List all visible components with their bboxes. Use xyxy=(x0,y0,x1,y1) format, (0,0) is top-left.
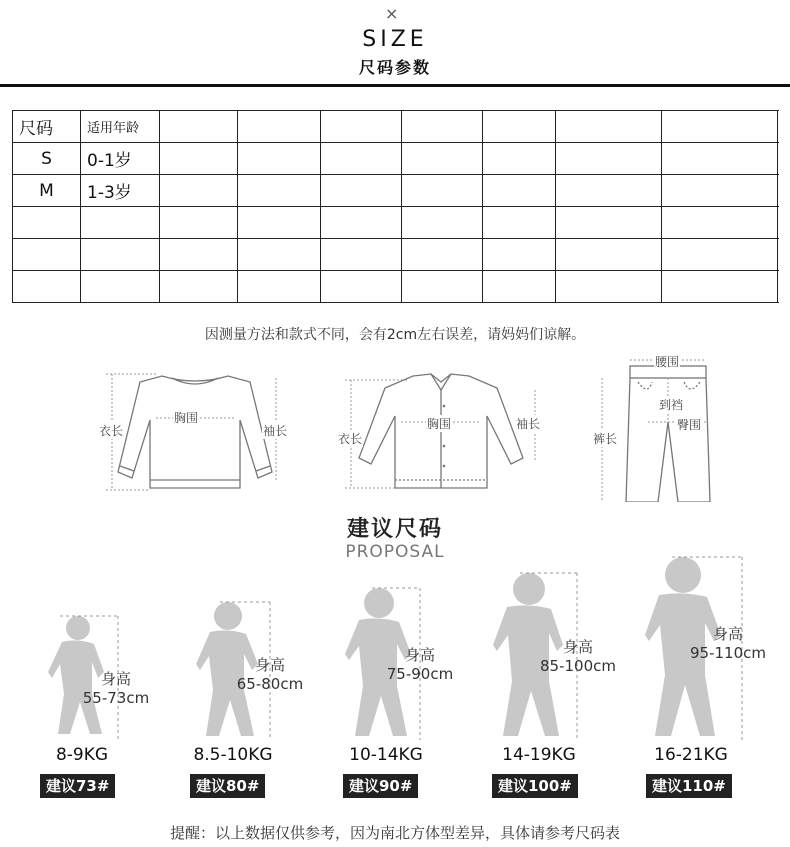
shirt-sleeve-label: 袖长 xyxy=(516,417,541,431)
shirt-diagram xyxy=(335,360,545,500)
suggest-badge-5: 建议110# xyxy=(646,774,732,798)
table-cell xyxy=(556,271,662,303)
sweater-sleeve-label: 袖长 xyxy=(263,424,288,438)
height-title: 身高 xyxy=(254,656,285,674)
sweater-length-label: 衣长 xyxy=(99,424,124,438)
table-cell xyxy=(556,239,662,271)
height-range: 65-80cm xyxy=(236,675,304,693)
table-cell xyxy=(662,271,778,303)
height-title: 身高 xyxy=(712,625,743,643)
sweater-diagram xyxy=(100,360,290,500)
proposal-subtitle: PROPOSAL xyxy=(345,542,445,562)
table-cell xyxy=(483,271,556,303)
table-cell xyxy=(556,175,662,207)
kid-height-5 xyxy=(672,625,784,663)
kid-height-1 xyxy=(66,670,166,708)
table-row xyxy=(13,271,778,303)
table-cell: 尺码 xyxy=(13,111,81,143)
table-cell xyxy=(662,239,778,271)
height-range: 55-73cm xyxy=(82,689,150,707)
table-cell xyxy=(662,143,778,175)
table-row xyxy=(13,143,778,175)
table-cell xyxy=(238,111,321,143)
height-title: 身高 xyxy=(562,638,593,656)
table-cell xyxy=(402,207,483,239)
pants-hip-label: 臀围 xyxy=(677,418,702,432)
table-cell xyxy=(160,143,238,175)
table-cell xyxy=(402,111,483,143)
table-cell xyxy=(402,175,483,207)
kid-weight-4: 14-19KG xyxy=(502,745,576,765)
table-cell xyxy=(483,111,556,143)
table-row xyxy=(13,175,778,207)
table-cell xyxy=(13,207,81,239)
height-title: 身高 xyxy=(100,670,131,688)
table-cell: 1-3岁 xyxy=(81,175,160,207)
kid-height-2 xyxy=(218,656,322,694)
table-row xyxy=(13,207,778,239)
table-cell xyxy=(321,143,402,175)
kid-height-3 xyxy=(368,646,472,684)
height-range: 95-110cm xyxy=(690,644,766,662)
table-header-row xyxy=(13,111,778,143)
table-cell xyxy=(556,143,662,175)
measurement-note: 因测量方法和款式不同，会有2cm左右误差，请妈妈们谅解。 xyxy=(204,327,586,343)
table-cell xyxy=(81,207,160,239)
table-cell xyxy=(483,143,556,175)
size-table xyxy=(12,110,778,303)
suggest-badge-3: 建议90# xyxy=(343,774,418,798)
table-cell xyxy=(321,175,402,207)
size-title: SIZE xyxy=(362,27,428,52)
kid-weight-1: 8-9KG xyxy=(55,745,109,765)
suggest-badge-4: 建议100# xyxy=(492,774,578,798)
table-cell xyxy=(483,207,556,239)
table-cell: M xyxy=(13,175,81,207)
table-cell xyxy=(13,239,81,271)
table-cell xyxy=(556,207,662,239)
footer-reminder: 提醒：以上数据仅供参考，因为南北方体型差异，具体请参考尺码表 xyxy=(169,824,620,842)
table-cell xyxy=(13,271,81,303)
header-divider xyxy=(0,84,790,87)
table-row xyxy=(13,239,778,271)
table-cell xyxy=(238,239,321,271)
table-cell xyxy=(81,239,160,271)
kid-weight-3: 10-14KG xyxy=(349,745,423,765)
pants-waist-label: 腰围 xyxy=(655,355,680,369)
pants-length-label: 裤长 xyxy=(593,432,618,446)
pants-diagram xyxy=(588,352,718,502)
table-cell xyxy=(556,111,662,143)
table-cell xyxy=(321,207,402,239)
table-cell xyxy=(662,207,778,239)
table-cell: S xyxy=(13,143,81,175)
table-cell xyxy=(321,111,402,143)
height-range: 85-100cm xyxy=(540,657,616,675)
height-title: 身高 xyxy=(404,646,435,664)
table-cell: 适用年龄 xyxy=(81,111,160,143)
table-cell xyxy=(238,143,321,175)
table-cell xyxy=(160,111,238,143)
shirt-length-label: 衣长 xyxy=(338,432,363,446)
table-cell xyxy=(238,207,321,239)
table-cell: 0-1岁 xyxy=(81,143,160,175)
table-cell xyxy=(160,239,238,271)
table-cell xyxy=(238,175,321,207)
kid-weight-2: 8.5-10KG xyxy=(193,745,273,765)
suggest-badge-2: 建议80# xyxy=(190,774,265,798)
size-subtitle: 尺码参数 xyxy=(358,58,431,77)
table-cell xyxy=(160,271,238,303)
table-cell xyxy=(402,239,483,271)
table-cell xyxy=(483,175,556,207)
height-range: 75-90cm xyxy=(386,665,454,683)
table-cell xyxy=(402,143,483,175)
table-cell xyxy=(160,175,238,207)
proposal-title: 建议尺码 xyxy=(346,517,443,542)
table-cell xyxy=(483,239,556,271)
shirt-chest-label: 胸围 xyxy=(427,417,452,431)
table-cell xyxy=(321,239,402,271)
table-cell xyxy=(402,271,483,303)
table-cell xyxy=(662,111,778,143)
table-cell xyxy=(321,271,402,303)
pants-crotch-label: 到裆 xyxy=(659,398,684,412)
kid-height-4 xyxy=(522,638,634,676)
table-cell xyxy=(662,175,778,207)
kid-weight-5: 16-21KG xyxy=(654,745,728,765)
table-cell xyxy=(160,207,238,239)
table-cell xyxy=(238,271,321,303)
close-icon[interactable]: × xyxy=(385,4,399,23)
suggest-badge-1: 建议73# xyxy=(40,774,115,798)
table-cell xyxy=(81,271,160,303)
sweater-chest-label: 胸围 xyxy=(174,411,199,425)
